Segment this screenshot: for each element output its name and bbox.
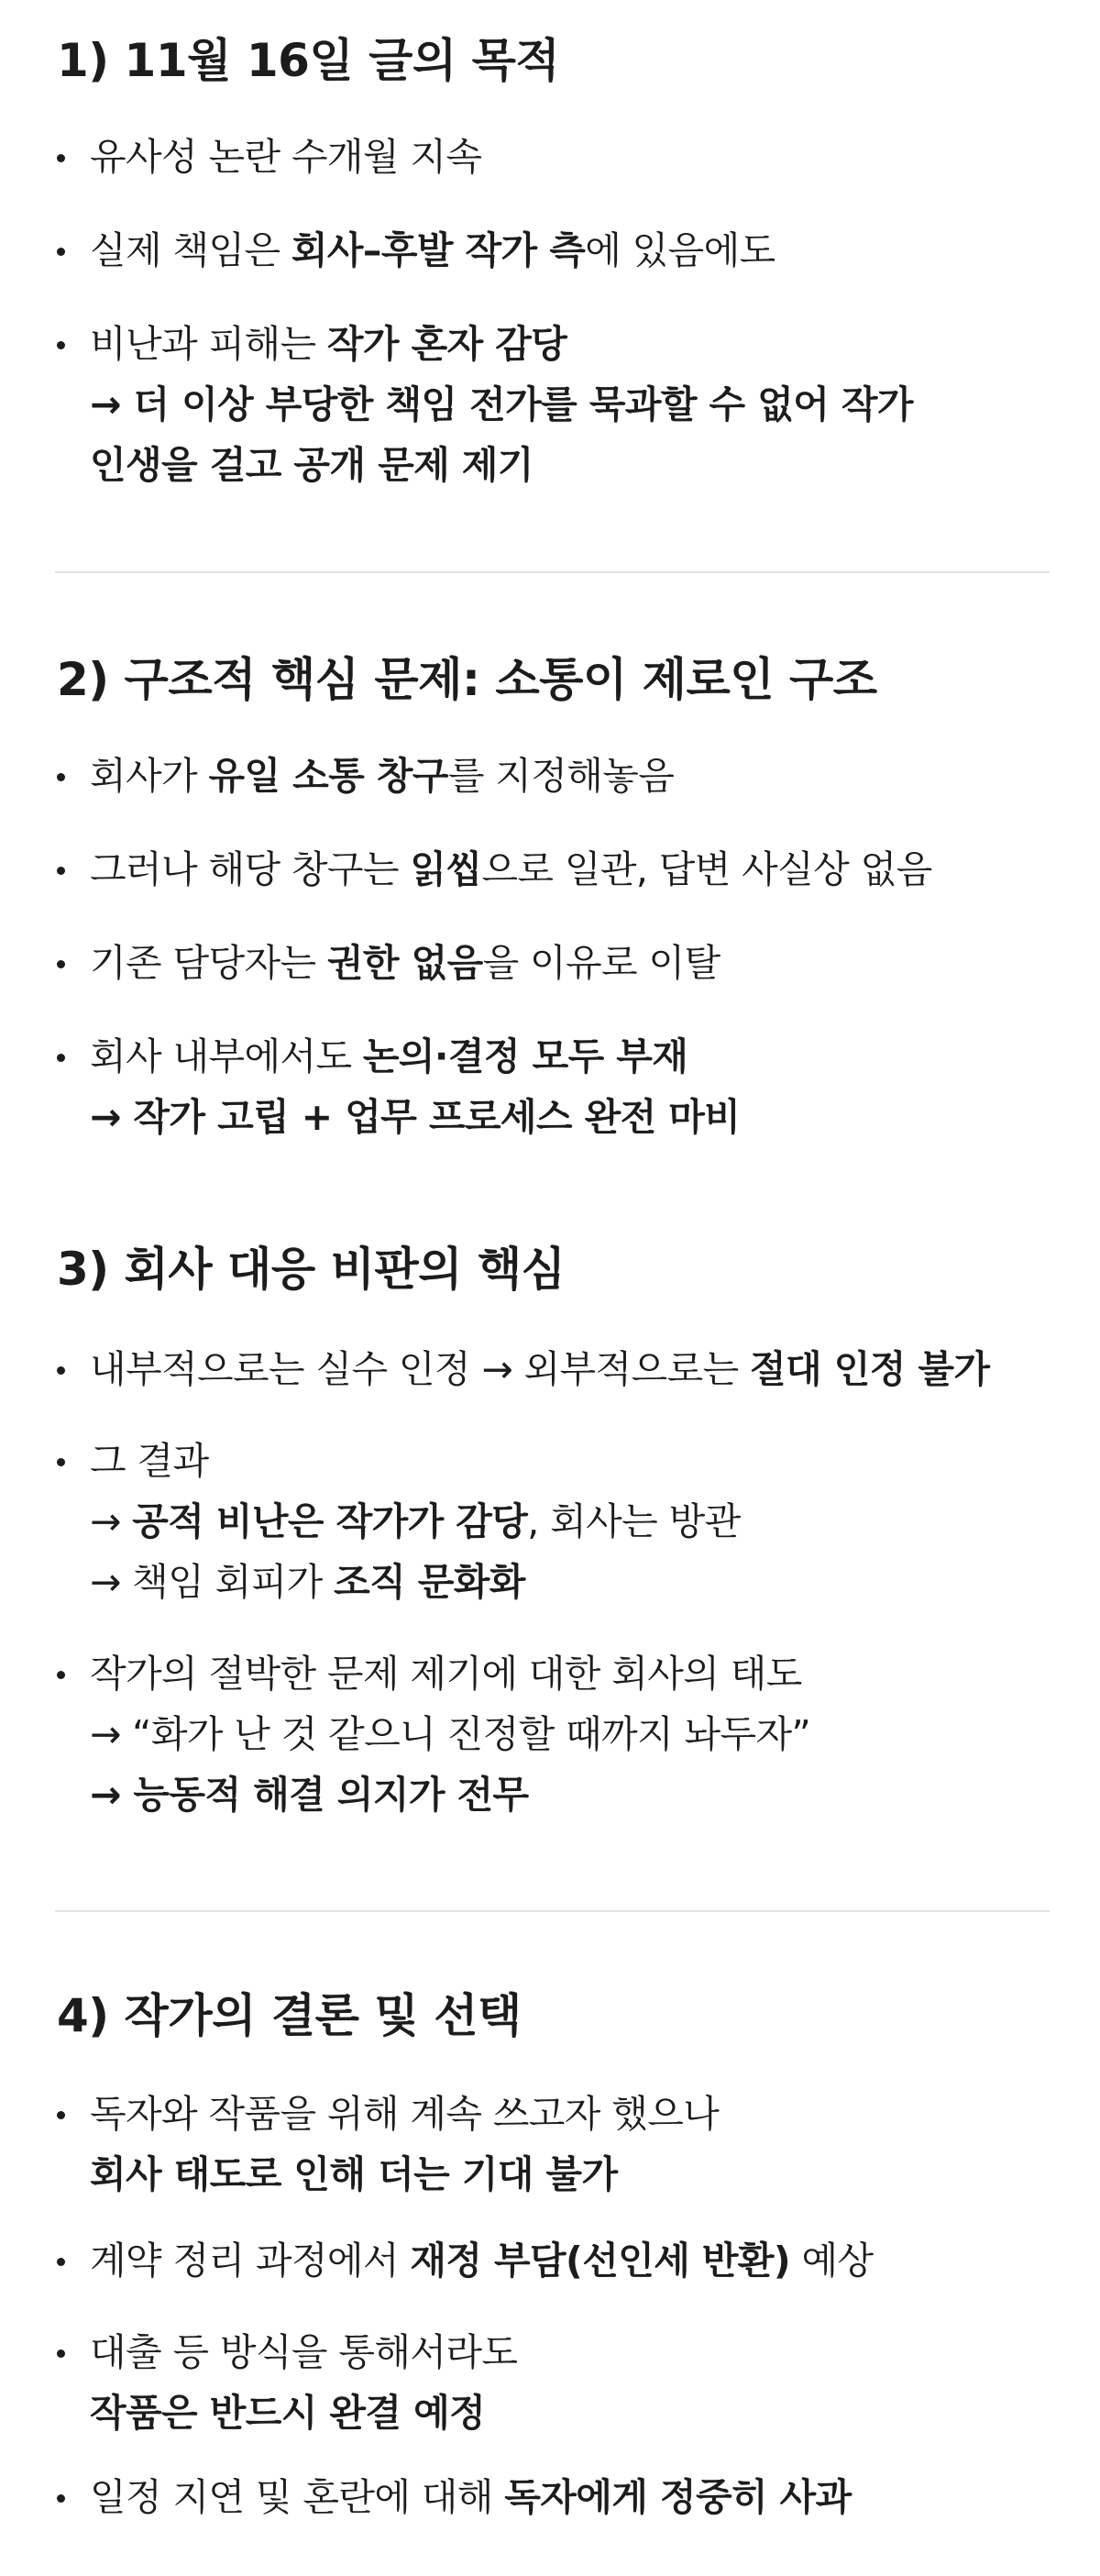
- body-text: 그러나 해당 창구는: [90, 847, 411, 891]
- emphasis-text: 읽씹: [410, 847, 482, 891]
- text-line: [90, 374, 913, 435]
- text-line: [90, 839, 932, 900]
- bullet-dot: [57, 1366, 65, 1375]
- text-line: [90, 314, 913, 374]
- text-line: [90, 1491, 741, 1552]
- text-line: [90, 1339, 989, 1399]
- text-line: [90, 933, 720, 993]
- emphasis-text: → 능동적 해결 의지가 전무: [90, 1773, 529, 1817]
- bullet-dot: [57, 1671, 65, 1679]
- item-text: [90, 2467, 852, 2527]
- body-text: 으로 일관, 답변 사실상 없음: [481, 847, 932, 891]
- body-text: 기존 담당자는: [90, 941, 327, 985]
- bullet-dot: [57, 248, 65, 256]
- body-text: 회사 내부에서도: [90, 1034, 363, 1078]
- item-text: [90, 2230, 874, 2291]
- bullet-dot: [57, 867, 65, 875]
- body-text: 일정 지연 및 혼란에 대해: [90, 2475, 505, 2519]
- body-text: 를 지정해놓음: [447, 754, 675, 798]
- section-title: 1) 11월 16일 글의 목적: [57, 34, 560, 87]
- emphasis-text: 인생을 걸고 공개 문제 제기: [90, 443, 534, 487]
- text-line: [90, 1764, 810, 1825]
- text-line: [90, 1704, 810, 1764]
- body-text: →: [90, 1499, 133, 1543]
- emphasis-text: 회사–후발 작가 측: [291, 228, 586, 272]
- emphasis-text: 논의·결정 모두 부재: [362, 1034, 688, 1078]
- text-line: [90, 746, 674, 806]
- emphasis-text: 작품은 반드시 완결 예정: [90, 2391, 486, 2435]
- emphasis-text: 조직 문화화: [334, 1560, 525, 1604]
- section-title: 3) 회사 대응 비판의 핵심: [57, 1243, 566, 1296]
- item-text: [90, 746, 674, 806]
- item-text: [90, 1431, 741, 1612]
- item-text: [90, 1643, 810, 1825]
- body-text: 을 이유로 이탈: [482, 941, 720, 985]
- body-text: 독자와 작품을 위해 계속 쓰고자 했으나: [90, 2092, 720, 2136]
- emphasis-text: 공적 비난은 작가가 감당: [132, 1499, 528, 1543]
- item-text: [90, 2084, 719, 2205]
- emphasis-text: 재정 부담(선인세 반환): [410, 2239, 791, 2283]
- emphasis-text: → 더 이상 부당한 책임 전가를 묵과할 수 없어 작가: [90, 382, 913, 426]
- section-title: 2) 구조적 핵심 문제: 소통이 제로인 구조: [57, 653, 877, 706]
- text-line: [90, 1026, 740, 1087]
- text-line: [90, 2084, 719, 2144]
- text-line: [90, 2467, 852, 2527]
- body-text: , 회사는 방관: [527, 1499, 741, 1543]
- emphasis-text: 유일 소통 창구: [208, 754, 448, 798]
- bullet-dot: [57, 960, 65, 968]
- bullet-dot: [57, 341, 65, 349]
- emphasis-text: 회사 태도로 인해 더는 기대 불가: [90, 2152, 618, 2196]
- section-divider: [55, 1910, 1050, 1912]
- bullet-dot: [57, 773, 65, 781]
- body-text: 계약 정리 과정에서: [90, 2239, 411, 2283]
- item-text: [90, 1339, 989, 1399]
- text-line: [90, 2322, 517, 2383]
- emphasis-text: 독자에게 정중히 사과: [504, 2475, 852, 2519]
- emphasis-text: 권한 없음: [326, 941, 483, 985]
- text-line: [90, 1431, 741, 1491]
- bullet-dot: [57, 1458, 65, 1466]
- emphasis-text: → 작가 고립 + 업무 프로세스 완전 마비: [90, 1095, 741, 1139]
- text-line: [90, 2383, 517, 2443]
- body-text: → “화가 난 것 같으니 진정할 때까지 놔두자”: [90, 1712, 811, 1756]
- emphasis-text: 작가 혼자 감당: [326, 322, 567, 366]
- body-text: → 책임 회피가: [90, 1560, 335, 1604]
- body-text: 실제 책임은: [90, 228, 292, 272]
- body-text: 에 있음에도: [585, 228, 776, 272]
- emphasis-text: 절대 인정 불가: [750, 1347, 990, 1391]
- bullet-dot: [57, 154, 65, 162]
- text-line: [90, 1087, 740, 1147]
- bullet-dot: [57, 2258, 65, 2266]
- text-line: [90, 220, 776, 281]
- bullet-dot: [57, 1054, 65, 1062]
- text-line: [90, 127, 481, 187]
- body-text: 유사성 논란 수개월 지속: [90, 135, 482, 179]
- body-text: 대출 등 방식을 통해서라도: [90, 2330, 518, 2374]
- item-text: [90, 1026, 740, 1147]
- text-line: [90, 2230, 874, 2291]
- section-title: 4) 작가의 결론 및 선택: [57, 1989, 522, 2042]
- body-text: 내부적으로는 실수 인정 → 외부적으로는: [90, 1347, 751, 1391]
- item-text: [90, 314, 913, 495]
- text-line: [90, 1552, 741, 1612]
- item-text: [90, 933, 720, 993]
- body-text: 작가의 절박한 문제 제기에 대한 회사의 태도: [90, 1652, 802, 1696]
- item-text: [90, 220, 776, 281]
- body-text: 회사가: [90, 754, 209, 798]
- section-divider: [55, 571, 1050, 573]
- text-line: [90, 1643, 810, 1704]
- body-text: 그 결과: [90, 1439, 209, 1483]
- text-line: [90, 435, 913, 495]
- body-text: 예상: [790, 2239, 874, 2283]
- item-text: [90, 839, 932, 900]
- item-text: [90, 2322, 517, 2443]
- body-text: 비난과 피해는: [90, 322, 327, 366]
- text-line: [90, 2144, 719, 2205]
- item-text: [90, 127, 481, 187]
- bullet-dot: [57, 2111, 65, 2119]
- bullet-dot: [57, 2494, 65, 2503]
- bullet-dot: [57, 2349, 65, 2358]
